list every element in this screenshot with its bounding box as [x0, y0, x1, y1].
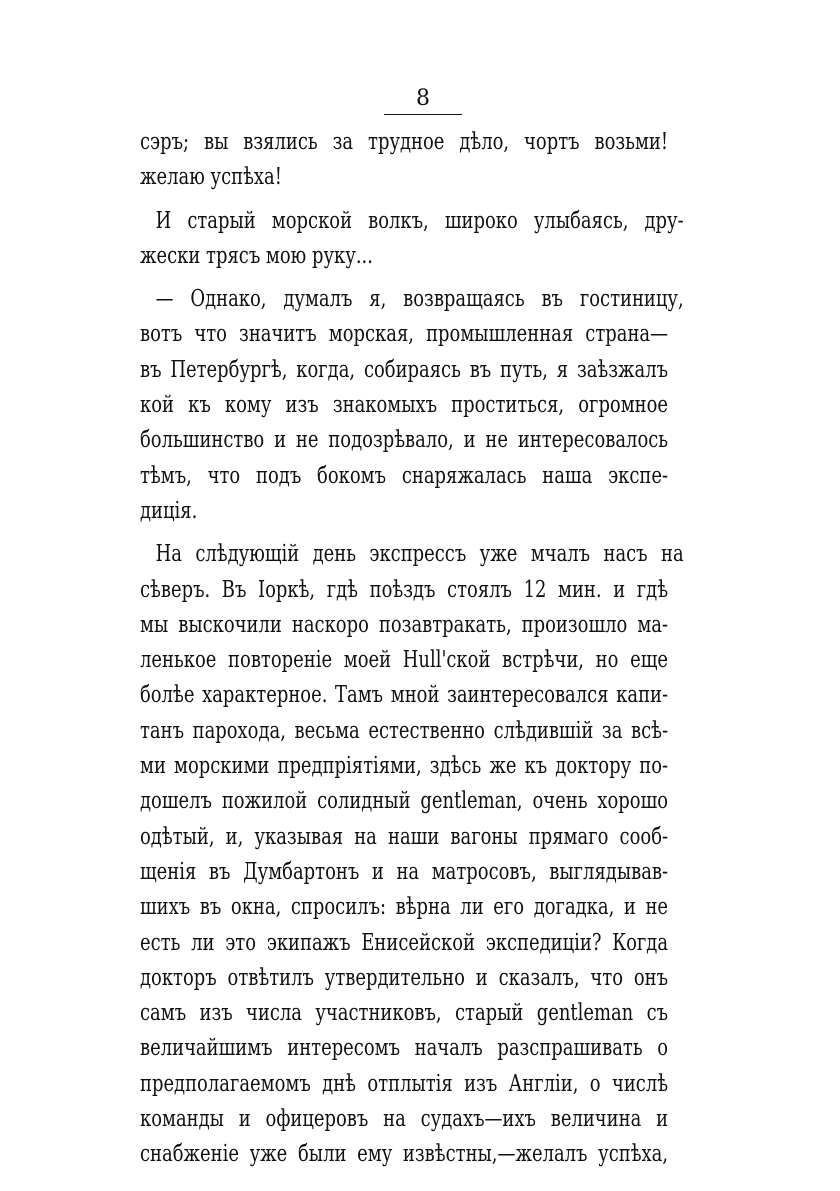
paragraph-gap	[140, 196, 668, 204]
body-text	[140, 125, 684, 1173]
text-line: ленькое повтореніе моей Hull'ской встрѣчи, но еще	[140, 647, 669, 674]
text-line: На слѣдующій день экспрессъ уже мчалъ насъ на	[155, 541, 684, 568]
text-line: величайшимъ интересомъ началъ разспрашивать о	[140, 1035, 669, 1062]
text-line: предполагаемомъ днѣ отплытія изъ Англіи, о числѣ	[140, 1070, 669, 1097]
header-rule	[384, 114, 462, 115]
text-line: сѣверъ. Въ Іоркѣ, гдѣ поѣздъ стоялъ 12 мин. и гдѣ	[140, 576, 669, 603]
text-line: мы выскочили наскоро позавтракать, произошло ма-	[140, 611, 669, 638]
text-line: диція.	[140, 497, 198, 524]
text-line: докторъ отвѣтилъ утвердительно и сказалъ, что онъ	[140, 964, 669, 991]
text-line: шихъ въ окна, спросилъ: вѣрна ли его догадка, и не	[140, 894, 669, 921]
text-line: И старый морской волкъ, широко улыбаясь, дру-	[155, 207, 684, 234]
text-line: команды и офицеровъ на судахъ—ихъ величина и	[140, 1106, 669, 1133]
text-line: щенія въ Думбартонъ и на матросовъ, выглядывав-	[140, 858, 669, 885]
text-line: большинство и не подозрѣвало, и не интересовалось	[140, 427, 669, 454]
text-line: желаю успѣха!	[140, 164, 282, 191]
paragraph-gap	[140, 529, 668, 537]
text-line: снабженіе уже были ему извѣстны,—желалъ успѣха,	[140, 1141, 669, 1168]
text-line: тѣмъ, что подъ бокомъ снаряжалась наша экспе-	[140, 462, 669, 489]
text-line: танъ парохода, весьма естественно слѣдившій за всѣ-	[140, 717, 669, 744]
text-line: вотъ что значитъ морская, промышленная страна—	[140, 321, 669, 348]
text-line: одѣтый, и, указывая на наши вагоны прямаго сооб-	[140, 823, 669, 850]
text-line: сэръ; вы взялись за трудное дѣло, чортъ возьми!	[140, 129, 669, 155]
text-line: есть ли это экипажъ Енисейской экспедиціи? Когда	[140, 929, 669, 956]
text-line: кой къ кому изъ знакомыхъ проститься, огромное	[140, 392, 669, 419]
text-line: болѣе характерное. Тамъ мной заинтересовался капи-	[140, 682, 669, 709]
paragraph-gap	[140, 274, 668, 282]
text-line: дошелъ пожилой солидный gentleman, очень хорошо	[140, 788, 669, 815]
page-header	[384, 86, 462, 115]
text-line: самъ изъ числа участниковъ, старый gentleman съ	[140, 1000, 669, 1027]
text-line: жески трясъ мою руку...	[140, 242, 373, 269]
page-number: 8	[416, 86, 430, 111]
text-line: — Однако, думалъ я, возвращаясь въ гостиницу,	[155, 286, 684, 313]
text-line: въ Петербургѣ, когда, собираясь въ путь, я заѣзжалъ	[140, 356, 669, 383]
text-line: ми морскими предпріятіями, здѣсь же къ доктору по-	[140, 753, 669, 780]
